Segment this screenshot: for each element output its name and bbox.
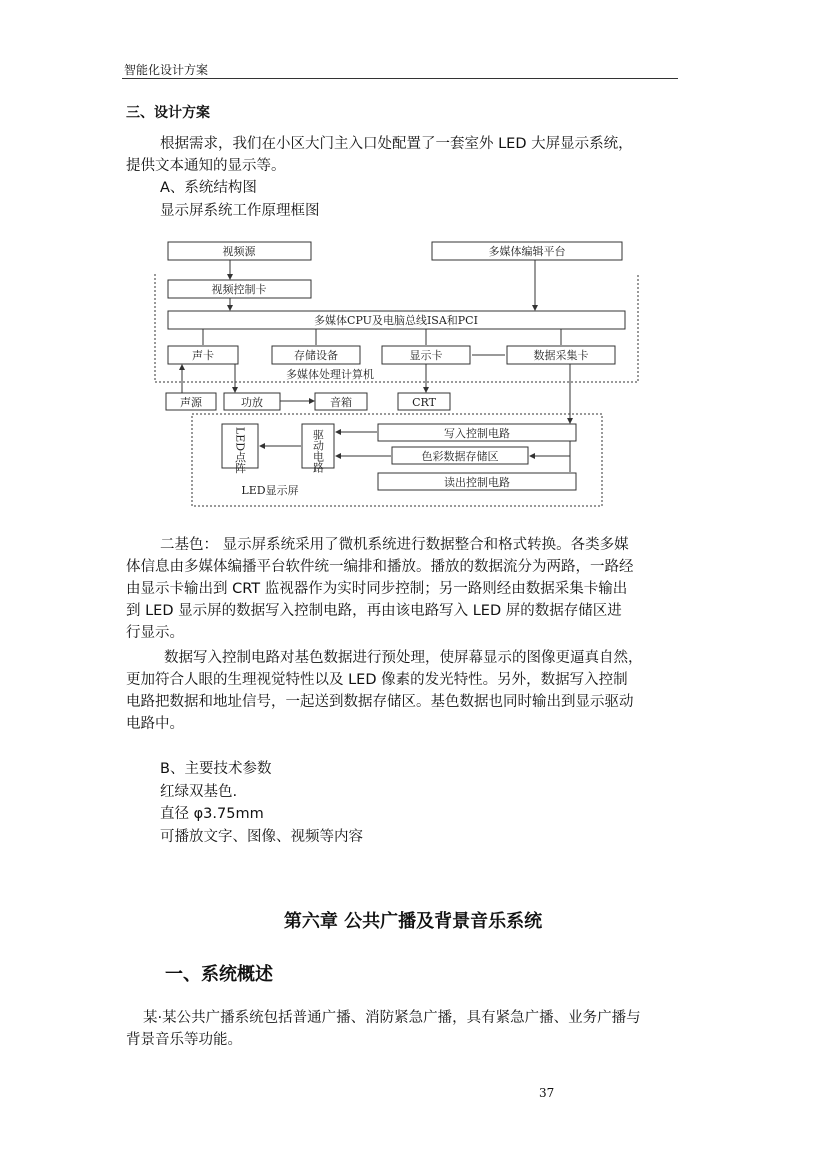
intro-line-2: 提供文本通知的显示等。 [126, 158, 286, 174]
label-multimedia-platform: 多媒体编辑平台 [488, 245, 566, 258]
section-heading: 三、设计方案 [126, 105, 210, 121]
chapter-section-heading: 一、系统概述 [165, 964, 273, 985]
chapter-title: 第六章 公共广播及背景音乐系统 [283, 911, 543, 932]
para2-line-4: 电路中。 [126, 716, 184, 732]
chapter-para-line-1: 某·某公共广播系统包括普通广播、消防紧急广播，具有紧急广播、业务广播与 [143, 1010, 641, 1026]
label-amplifier: 功放 [241, 396, 263, 409]
para2-line-2: 更加符合人眼的生理视觉特性以及 LED 像素的发光特性。另外，数据写入控制 [126, 672, 628, 688]
label-video-source: 视频源 [222, 245, 256, 258]
label-write-control: 写入控制电路 [444, 427, 510, 440]
label-audio-source: 声源 [180, 396, 202, 409]
header-rule [122, 78, 678, 79]
para1-line-2: 体信息由多媒体编播平台软件统一编排和播放。播放的数据流分为两路，一路经 [126, 559, 634, 575]
label-data-capture-card: 数据采集卡 [533, 349, 589, 362]
label-color-storage: 色彩数据存储区 [421, 450, 499, 463]
para1-line-3: 由显示卡输出到 CRT 监视器作为实时同步控制；另一路则经由数据采集卡输出 [126, 581, 628, 597]
page-number: 37 [539, 1086, 555, 1100]
label-computer: 多媒体处理计算机 [286, 368, 374, 381]
para1-line-1: 二基色： 显示屏系统采用了微机系统进行数据整合和格式转换。各类多媒 [160, 537, 629, 553]
para1-line-5: 行显示。 [126, 625, 184, 641]
label-led-matrix: LED点阵 [233, 426, 247, 474]
label-led-screen: LED显示屏 [241, 484, 299, 497]
block-diagram [150, 236, 650, 516]
label-storage: 存储设备 [294, 349, 338, 362]
label-speaker: 音箱 [330, 396, 352, 409]
label-video-control-card: 视频控制卡 [211, 283, 267, 296]
diagram-caption: 显示屏系统工作原理框图 [160, 203, 320, 219]
chapter-para-line-2: 背景音乐等功能。 [126, 1032, 242, 1048]
para2-line-1: 数据写入控制电路对基色数据进行预处理，使屏幕显示的图像更逼真自然， [164, 650, 643, 666]
subheading-b: B、主要技术参数 [160, 761, 272, 777]
spec-line-1: 红绿双基色. [160, 784, 238, 800]
label-crt: CRT [412, 396, 436, 409]
label-cpu-bus: 多媒体CPU及电脑总线ISA和PCI [314, 314, 478, 327]
label-read-control: 读出控制电路 [444, 476, 510, 489]
para1-line-4: 到 LED 显示屏的数据写入控制电路，再由该电路写入 LED 屏的数据存储区进 [126, 603, 622, 619]
label-drive-circuit: 驱动电路 [311, 429, 325, 473]
para2-line-3: 电路把数据和地址信号，一起送到数据存储区。基色数据也同时输出到显示驱动 [126, 694, 634, 710]
spec-line-2: 直径 φ3.75mm [160, 806, 264, 822]
subheading-a: A、系统结构图 [160, 180, 257, 196]
page-header-title: 智能化设计方案 [124, 63, 209, 77]
spec-line-3: 可播放文字、图像、视频等内容 [160, 829, 363, 845]
label-display-card: 显示卡 [409, 349, 443, 362]
label-sound-card: 声卡 [192, 349, 214, 362]
intro-line-1: 根据需求，我们在小区大门主入口处配置了一套室外 LED 大屏显示系统， [160, 136, 633, 152]
